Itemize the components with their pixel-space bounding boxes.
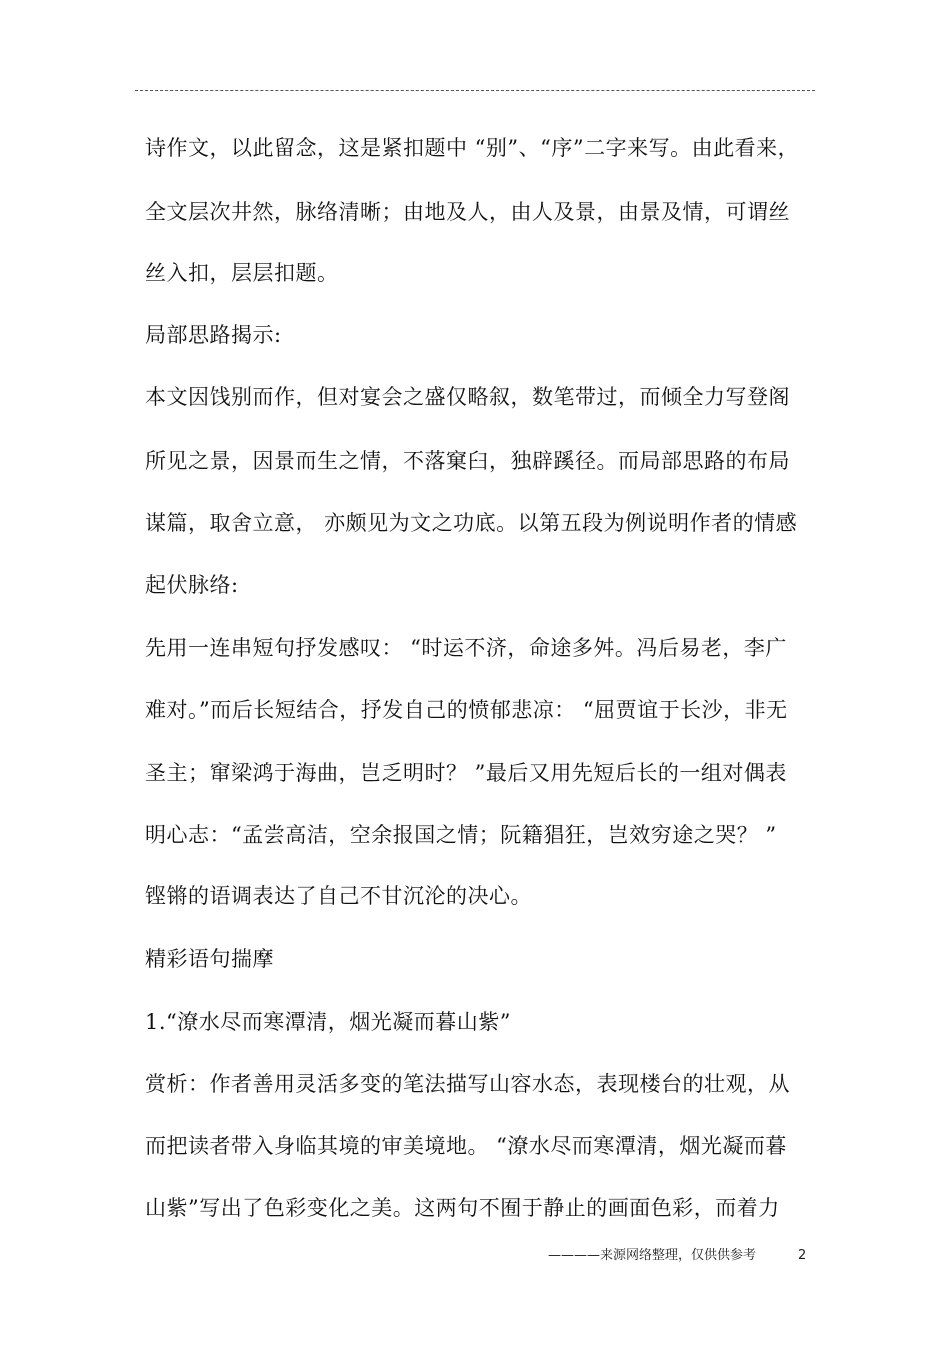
section-heading: 精彩语句揣摩 — [145, 947, 274, 971]
section-heading: 局部思路揭示: — [145, 323, 282, 347]
text-line: 明心志：“孟尝高洁，空余报国之情；阮籍猖狂，岂效穷途之哭？ ” — [145, 823, 777, 847]
text-line: 谋篇，取舍立意， 亦颇见为文之功底。以第五段为例说明作者的情感 — [145, 511, 798, 535]
footer-source-note: ————来源网络整理，仅供供参考 — [548, 1248, 757, 1263]
text-line: 圣主；窜梁鸿于海曲，岂乏明时？ ”最后又用先短后长的一组对偶表 — [145, 761, 787, 785]
text-line: 起伏脉络: — [145, 573, 239, 597]
header-divider — [135, 90, 815, 91]
text-line: 而把读者带入身临其境的审美境地。 “潦水尽而寒潭清，烟光凝而暮 — [145, 1134, 787, 1158]
text-line: 赏析：作者善用灵活多变的笔法描写山容水态，表现楼台的壮观，从 — [145, 1072, 790, 1096]
text-line: 所见之景，因景而生之情，不落窠臼，独辟蹊径。而局部思路的布局 — [145, 449, 790, 473]
text-line: 丝入扣，层层扣题。 — [145, 261, 339, 285]
text-line: 铿锵的语调表达了自己不甘沉沦的决心。 — [145, 884, 532, 908]
text-line: 山紫”写出了色彩变化之美。这两句不囿于静止的画面色彩，而着力 — [145, 1196, 780, 1220]
text-line: 先用一连串短句抒发感叹： “时运不济，命途多舛。冯后易老，李广 — [145, 636, 787, 660]
text-line: 诗作文，以此留念，这是紧扣题中 “别”、“序”二字来写。由此看来， — [145, 136, 800, 160]
text-line: 全文层次井然，脉络清晰；由地及人，由人及景，由景及情，可谓丝 — [145, 200, 790, 224]
page-number: 2 — [798, 1248, 807, 1263]
text-line: 难对。”而后长短结合，抒发自己的愤郁悲凉： “屈贾谊于长沙，非无 — [145, 698, 788, 722]
text-line: 本文因饯别而作，但对宴会之盛仅略叙，数笔带过，而倾全力写登阁 — [145, 385, 790, 409]
numbered-item: 1.“潦水尽而寒潭清，烟光凝而暮山紫” — [145, 1010, 512, 1034]
